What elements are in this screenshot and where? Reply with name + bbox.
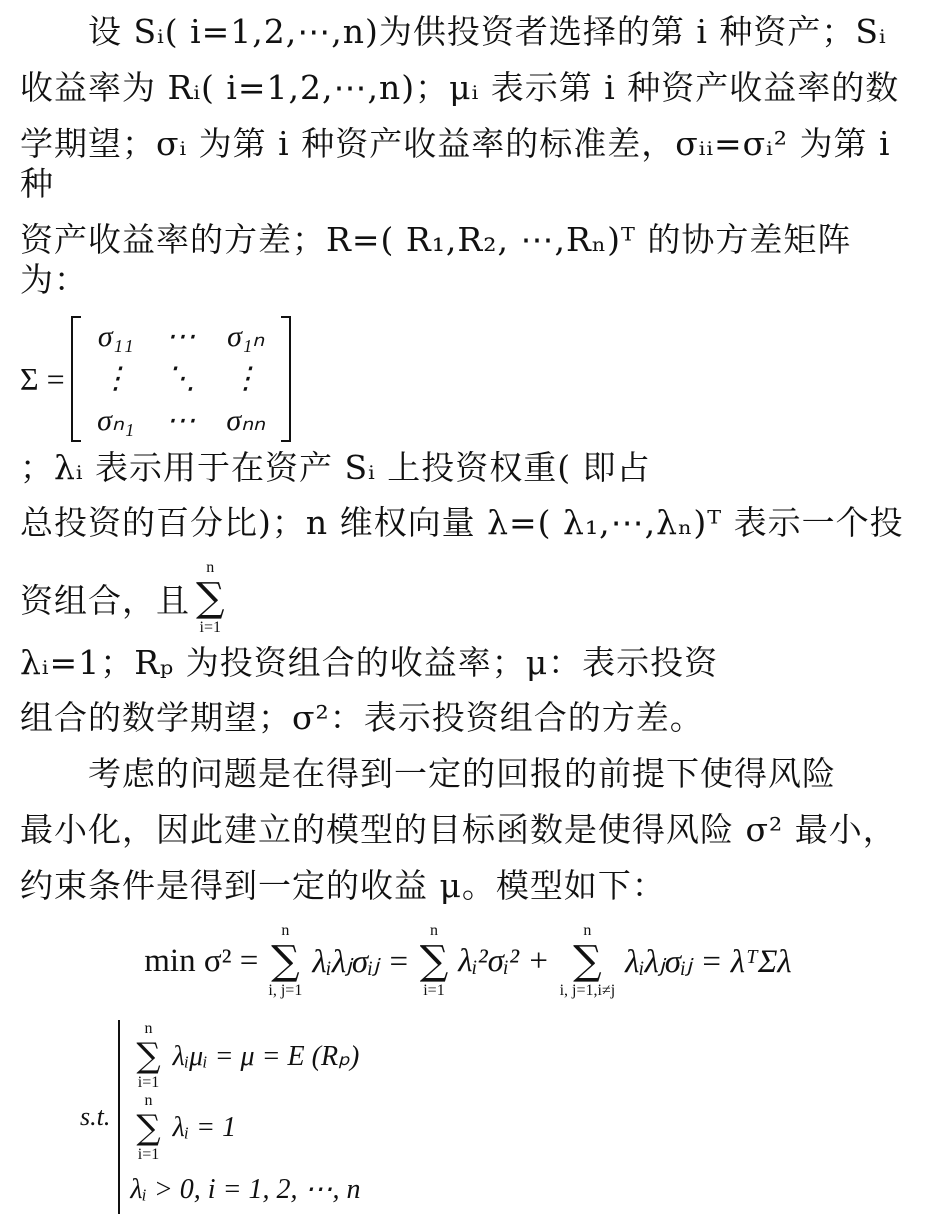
paragraph-line: 总投资的百分比)；n 维权向量 λ=( λ₁,⋯,λₙ)ᵀ 表示一个投 <box>20 503 904 542</box>
paragraph-line: 学期望；σᵢ 为第 i 种资产收益率的标准差，σᵢᵢ=σᵢ² 为第 i 种 <box>20 124 891 203</box>
paragraph-line: 收益率为 Rᵢ( i=1,2,⋯,n)；μᵢ 表示第 i 种资产收益率的数 <box>20 68 900 107</box>
summation <box>196 559 225 637</box>
summation <box>420 922 449 1000</box>
summation-sign: ∑ <box>419 938 449 984</box>
constraint-row <box>130 1164 360 1214</box>
matrix-line <box>20 316 916 489</box>
summation-sign: ∑ <box>136 1108 161 1148</box>
paragraph-line: 设 Sᵢ( i=1,2,⋯,n)为供投资者选择的第 i 种资产；Sᵢ <box>20 12 887 51</box>
objective-formula <box>20 922 916 1000</box>
matrix-cell: σₙ₁ <box>97 404 135 437</box>
summation-sign: ∑ <box>271 938 300 984</box>
formula-term: λᵢλⱼσᵢⱼ = λᵀΣλ <box>625 944 792 980</box>
sum-upper-limit: n <box>144 1092 153 1109</box>
sum-upper-limit: n <box>583 922 592 939</box>
matrix-cell: ⋯ <box>165 404 196 437</box>
paragraph-line: 资组合，且 <box>20 580 190 620</box>
matrix-prefix: Σ = <box>20 360 65 397</box>
constraint-2: λᵢ = 1 <box>172 1112 237 1143</box>
sum-upper-limit: n <box>429 922 438 939</box>
sum-lower-limit: i=1 <box>137 1074 160 1091</box>
matrix-cell: ⋮ <box>100 362 131 395</box>
matrix-cell: ⋮ <box>230 362 261 395</box>
paragraph-line: 考虑的问题是在得到一定的回报的前提下使得风险 <box>20 754 836 793</box>
summation <box>136 1020 160 1092</box>
left-brace <box>118 1020 360 1214</box>
constraint-3: λᵢ > 0, i = 1, 2, ⋯, n <box>130 1174 361 1205</box>
st-label: s.t. <box>80 1102 111 1131</box>
summation <box>136 1092 160 1164</box>
paragraph-line: 约束条件是得到一定的收益 μ。模型如下： <box>20 866 666 905</box>
sum-line <box>20 559 916 684</box>
formula-term: λᵢλⱼσᵢⱼ = <box>312 944 410 980</box>
constraint-row <box>130 1020 360 1092</box>
sum-upper-limit: n <box>144 1020 153 1037</box>
sum-upper-limit: n <box>281 922 290 939</box>
paragraph-line: 资产收益率的方差；R=( R₁,R₂, ⋯,Rₙ)ᵀ 的协方差矩阵为： <box>20 220 852 299</box>
sum-lower-limit: i, j=1,i≠j <box>559 982 616 999</box>
constraints <box>80 1020 916 1214</box>
matrix-cell: ⋯ <box>165 320 196 353</box>
matrix-cell: σ₁₁ <box>97 320 134 353</box>
formula-lhs: min σ² = <box>144 942 259 979</box>
summation-sign: ∑ <box>196 575 225 621</box>
matrix-cell: ⋱ <box>165 362 196 395</box>
paragraph-line: ；λᵢ 表示用于在资产 Sᵢ 上投资权重( 即占 <box>20 448 651 487</box>
summation <box>268 922 302 1000</box>
summation <box>560 922 616 1000</box>
summation-sign: ∑ <box>573 938 602 984</box>
paragraph-line: 最小化，因此建立的模型的目标函数是使得风险 σ² 最小， <box>20 810 897 849</box>
sum-lower-limit: i=1 <box>137 1146 160 1163</box>
sum-lower-limit: i=1 <box>423 982 445 999</box>
matrix-brackets <box>71 316 291 442</box>
constraint-1: λᵢμᵢ = μ = E (Rₚ) <box>172 1041 360 1072</box>
paragraph-line: λᵢ=1；Rₚ 为投资组合的收益率；μ：表示投资 <box>20 643 719 682</box>
covariance-matrix <box>20 316 291 442</box>
sum-upper-limit: n <box>206 559 215 576</box>
sum-lower-limit: i=1 <box>199 619 222 636</box>
matrix-cell: σ₁ₙ <box>227 320 265 353</box>
formula-term: λᵢ²σᵢ² + <box>458 942 550 979</box>
sum-lower-limit: i, j=1 <box>268 982 303 999</box>
constraint-row <box>130 1092 360 1164</box>
paragraph-line: 组合的数学期望；σ²：表示投资组合的方差。 <box>20 698 704 737</box>
summation-sign: ∑ <box>136 1036 161 1076</box>
matrix-cell: σₙₙ <box>226 404 266 437</box>
